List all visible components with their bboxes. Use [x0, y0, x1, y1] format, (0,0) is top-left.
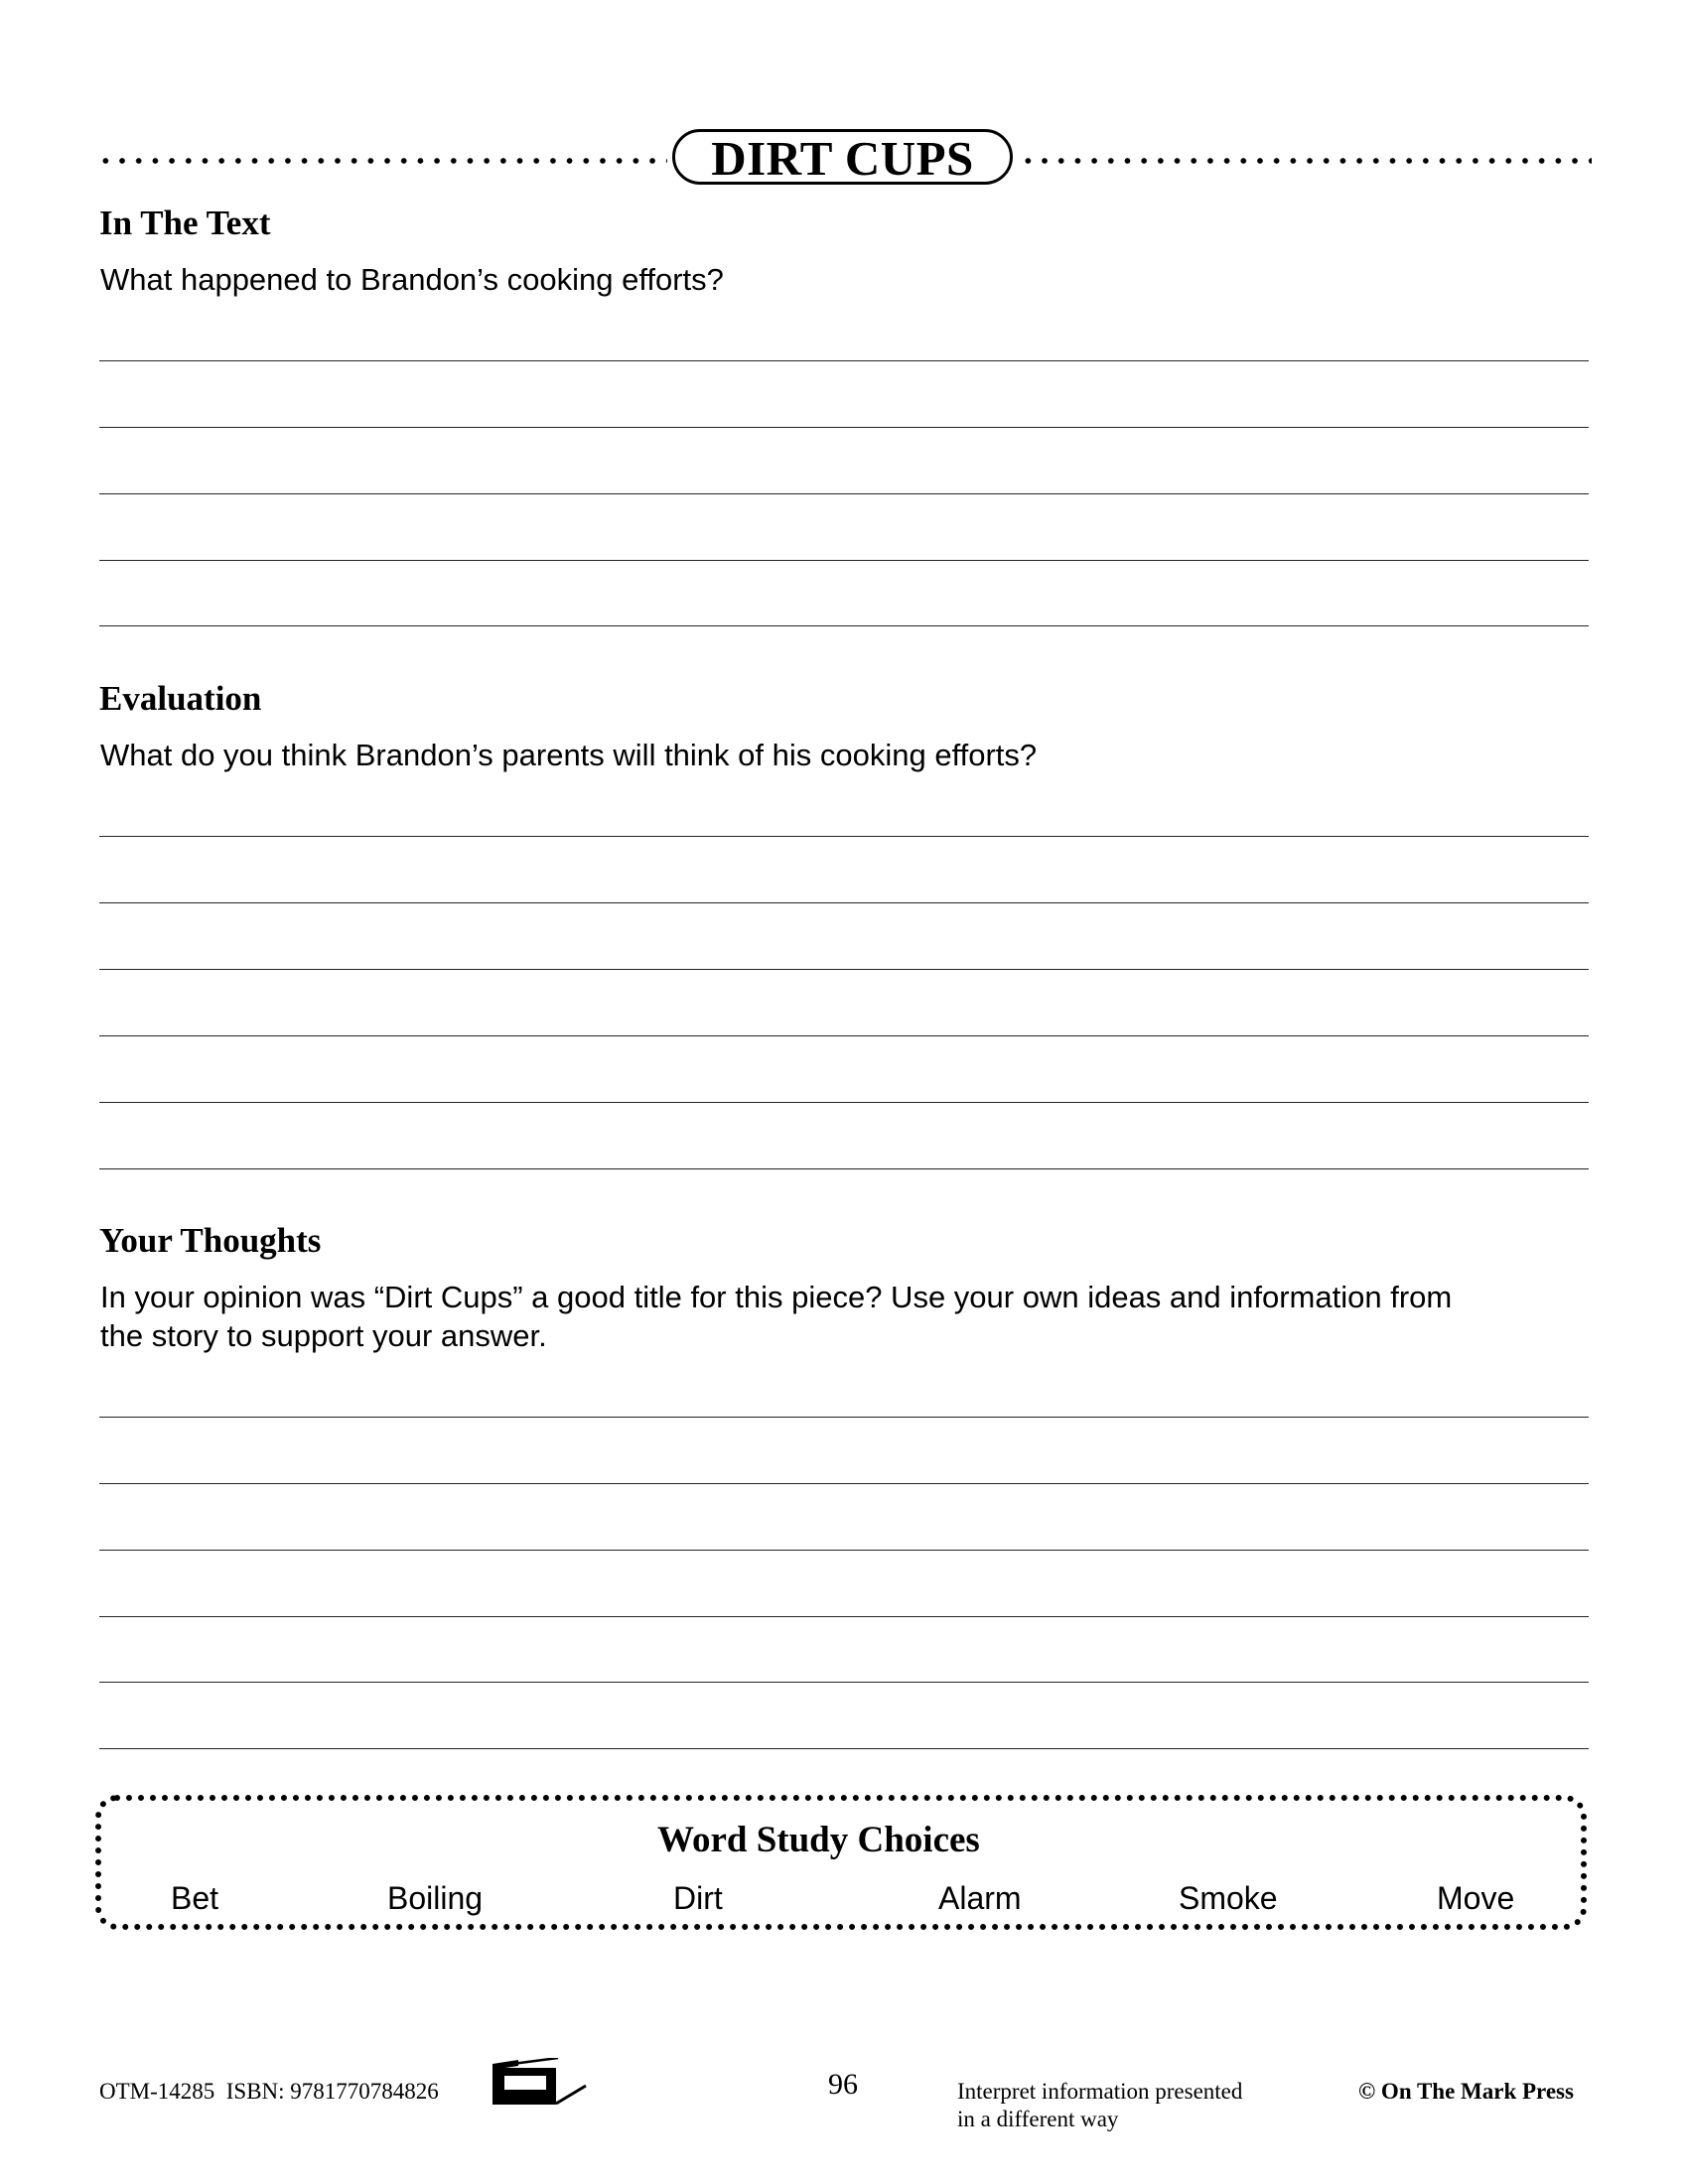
question-your-thoughts-line2: the story to support your answer. — [100, 1318, 547, 1353]
word-choice-bet: Bet — [171, 1880, 219, 1916]
word-choice-alarm: Alarm — [938, 1880, 1022, 1916]
footer-product-code: OTM-14285 ISBN: 9781770784826 — [99, 2079, 439, 2104]
word-study-box — [95, 1795, 1587, 1930]
title-dotted-rule-left — [97, 158, 667, 164]
answer-line[interactable] — [99, 902, 1589, 903]
section-heading-your-thoughts: Your Thoughts — [99, 1221, 322, 1260]
answer-line[interactable] — [99, 1550, 1589, 1551]
answer-line[interactable] — [99, 493, 1589, 494]
answer-line[interactable] — [99, 1483, 1589, 1484]
photocopier-icon — [491, 2058, 590, 2108]
answer-line[interactable] — [99, 560, 1589, 561]
question-your-thoughts-line1: In your opinion was “Dirt Cups” a good title for this piece? Use your own ideas and information from — [100, 1280, 1453, 1314]
answer-line[interactable] — [99, 969, 1589, 970]
answer-line[interactable] — [99, 836, 1589, 837]
answer-line[interactable] — [99, 1748, 1589, 1749]
title-dotted-rule-right — [1020, 158, 1592, 164]
section-heading-evaluation: Evaluation — [99, 679, 262, 718]
answer-line[interactable] — [99, 360, 1589, 361]
footer-skill-line1: Interpret information presented — [957, 2079, 1243, 2104]
answer-line[interactable] — [99, 1417, 1589, 1418]
section-heading-in-the-text: In The Text — [99, 204, 271, 242]
answer-line[interactable] — [99, 1035, 1589, 1036]
word-choice-dirt: Dirt — [673, 1880, 723, 1916]
footer-skill-line2: in a different way — [957, 2107, 1119, 2131]
question-in-the-text: What happened to Brandon’s cooking efforts? — [100, 262, 724, 297]
worksheet-title: DIRT CUPS — [711, 130, 974, 186]
answer-line[interactable] — [99, 1102, 1589, 1103]
answer-line[interactable] — [99, 1168, 1589, 1169]
question-evaluation: What do you think Brandon’s parents will think of his cooking efforts? — [100, 738, 1038, 772]
answer-line[interactable] — [99, 427, 1589, 428]
word-choice-move: Move — [1437, 1880, 1515, 1916]
footer-copyright: © On The Mark Press — [1358, 2079, 1574, 2104]
answer-line[interactable] — [99, 1682, 1589, 1683]
title-pill — [672, 129, 1013, 185]
page-number: 96 — [828, 2068, 858, 2101]
answer-line[interactable] — [99, 625, 1589, 626]
word-study-heading: Word Study Choices — [657, 1820, 980, 1860]
answer-line[interactable] — [99, 1616, 1589, 1617]
word-choice-boiling: Boiling — [387, 1880, 484, 1916]
word-choice-smoke: Smoke — [1179, 1880, 1278, 1916]
